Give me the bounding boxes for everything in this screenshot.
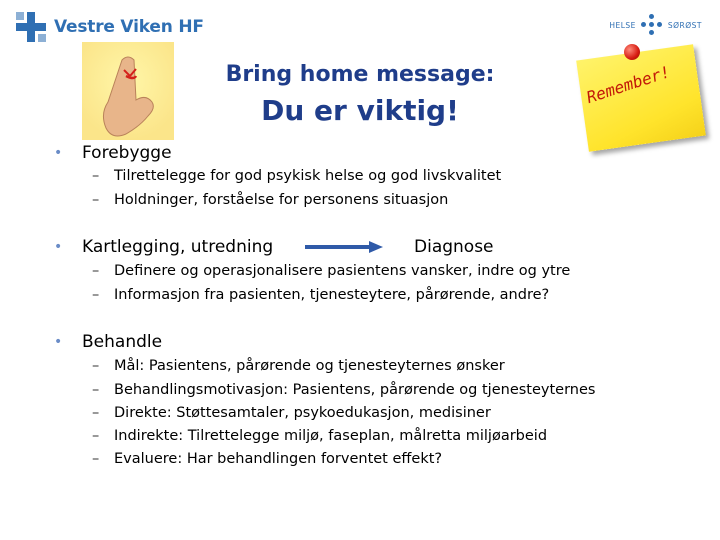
sub-item-text: Holdninger, forståelse for personens situasjon [114, 192, 449, 208]
partner-logo-right-text: SØRØST [667, 20, 702, 30]
diagnose-label: Diagnose [414, 237, 494, 257]
page-title: Du er viktig! [261, 94, 459, 127]
sub-item-text: Indirekte: Tilrettelegge miljø, faseplan, målretta miljøarbeid [114, 428, 548, 444]
sub-item-text: Definere og operasjonalisere pasientens vansker, indre og ytre [114, 263, 571, 279]
sub-item-text: Tilrettelegge for god psykisk helse og god livskvalitet [114, 168, 502, 184]
sub-item [92, 405, 491, 421]
sub-item [92, 358, 505, 374]
org-logo [16, 12, 204, 42]
dash-marker: – [92, 451, 100, 467]
section-label: Behandle [82, 332, 163, 352]
partner-logo-left-text: HELSE [609, 20, 636, 30]
sub-item-text: Evaluere: Har behandlingen forventet effekt? [114, 451, 443, 467]
dash-marker: – [92, 405, 100, 421]
sub-item [92, 192, 448, 208]
sub-item [92, 382, 595, 398]
blue-cross-logo-icon [16, 12, 46, 42]
dash-marker: – [92, 358, 100, 374]
dash-marker: – [92, 263, 100, 279]
dash-marker: – [92, 287, 100, 303]
org-name: Vestre Viken HF [54, 17, 204, 37]
sub-item-text: Informasjon fra pasienten, tjenesteytere, pårørende, andre? [114, 287, 550, 303]
sub-item-text: Direkte: Støttesamtaler, psykoedukasjon, medisiner [114, 405, 491, 421]
bullet-marker: • [54, 334, 63, 350]
partner-logo [609, 14, 702, 36]
dash-marker: – [92, 428, 100, 444]
remember-sticky-note [572, 40, 712, 160]
finger-with-red-string-icon [82, 42, 174, 140]
dash-marker: – [92, 382, 100, 398]
sub-item [92, 263, 570, 279]
bullet-behandle [54, 332, 162, 352]
bullet-marker: • [54, 239, 63, 255]
section-label: Forebygge [82, 143, 172, 163]
sub-item [92, 451, 442, 467]
sub-item-text: Mål: Pasientens, pårørende og tjenesteyternes ønsker [114, 358, 505, 374]
right-arrow-icon [305, 241, 383, 253]
dash-marker: – [92, 168, 100, 184]
title-line-1: Bring home message: [225, 62, 495, 87]
bullet-forebygge [54, 143, 172, 163]
bullet-marker: • [54, 145, 63, 161]
section-label: Kartlegging, utredning [82, 237, 274, 257]
sub-item [92, 168, 501, 184]
sub-item [92, 287, 549, 303]
sub-item-text: Behandlingsmotivasjon: Pasientens, pårørende og tjenesteyternes [114, 382, 596, 398]
bullet-kartlegging [54, 237, 273, 257]
dash-marker: – [92, 192, 100, 208]
sticky-note-text: Remember! [584, 62, 673, 107]
red-pushpin-icon [624, 44, 640, 60]
sub-item [92, 428, 547, 444]
helse-sorost-dots-icon [641, 14, 663, 36]
